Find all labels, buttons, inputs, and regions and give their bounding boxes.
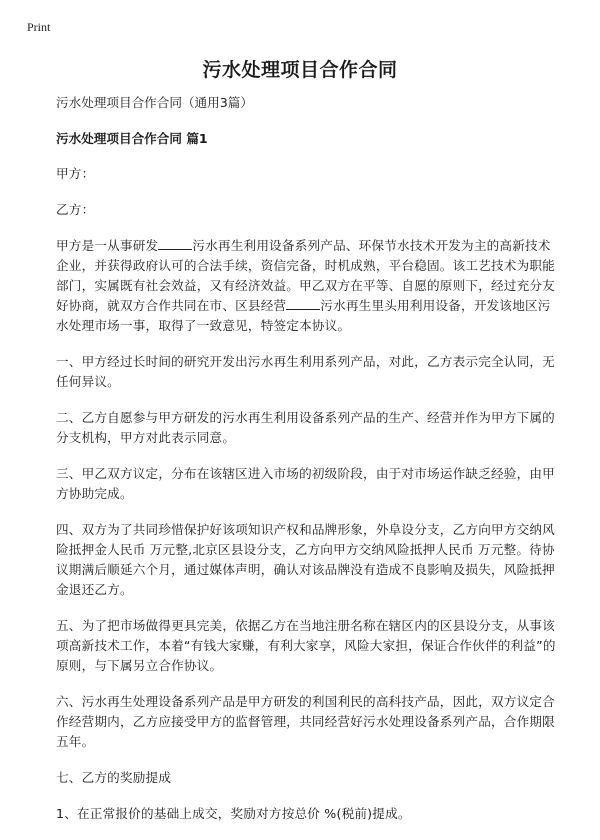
- clause-7-heading: 七、乙方的奖励提成: [56, 770, 172, 785]
- intro-text-1: 甲方是一从事研发: [56, 238, 159, 253]
- print-link[interactable]: Print: [27, 20, 51, 34]
- document-title: 污水处理项目合作合同: [202, 59, 398, 81]
- intro-paragraph: [56, 236, 556, 336]
- clause-5: 五、为了把市场做得更具完美，依据乙方在当地注册名称在辖区内的区县设分支，从事该项高新技术工作，本着“有钱大家赚，有利大家享，风险大家担，保证合作伙伴的利益”的原则，与下属另立合作协议。: [56, 618, 556, 673]
- clause-3: 三、甲乙双方议定，分布在该辖区进入市场的初级阶段，由于对市场运作缺乏经验，由甲方协助完成。: [56, 466, 555, 501]
- party-b-line: 乙方：: [56, 202, 95, 217]
- section-heading: 污水处理项目合作合同 篇1: [56, 131, 208, 146]
- fill-in-blank: [158, 236, 192, 250]
- document-subtitle: 污水处理项目合作合同（通用3篇）: [56, 95, 253, 110]
- clause-4: 四、双方为了共同珍惜保护好该项知识产权和品牌形象，外阜设分支，乙方向甲方交纳风险抵押金人民币 万元整,北京区县设分支，乙方向甲方交纳风险抵押人民币 万元整。待协议期满后顺延六个月，通过媒体声明，确认对该品牌没有造成不良影响及损失，风险抵押金退还乙方。: [56, 522, 555, 597]
- clause-1: 一、甲方经过长时间的研究开发出污水再生利用系列产品，对此，乙方表示完全认同，无任何异议。: [56, 354, 555, 389]
- clause-7-item-1: 1、在正常报价的基础上成交，奖励对方按总价 %(税前)提成。: [56, 806, 411, 821]
- fill-in-blank: [286, 296, 320, 310]
- document-body: [56, 92, 556, 840]
- clause-6: 六、污水再生处理设备系列产品是甲方研发的利国利民的高科技产品，因此，双方议定合作经营期内，乙方应接受甲方的监督管理，共同经营好污水处理设备系列产品，合作期限五年。: [56, 694, 555, 749]
- intro-text-2: 污水再生利用设备系列产品、环保节水技术开发为主的高新技术企业，并获得政府认可的合法手续，资信完备，时机成熟，平台稳固。该工艺技术为职能部门，实属既有社会效益，又有经济效益。甲乙双方在平等、自愿的原则下，经过充分友好协商，就双方合作共同在市、区县经营: [56, 238, 555, 313]
- intro-text-3: 污水再生里头用利用设备，开发该地区污水处理市场一事，取得了一致意见，特签定本协议。: [56, 298, 551, 333]
- clause-2: 二、乙方自愿参与甲方研发的污水再生利用设备系列产品的生产、经营并作为甲方下属的分支机构，甲方对此表示同意。: [56, 410, 555, 445]
- party-a-line: 甲方：: [56, 166, 95, 181]
